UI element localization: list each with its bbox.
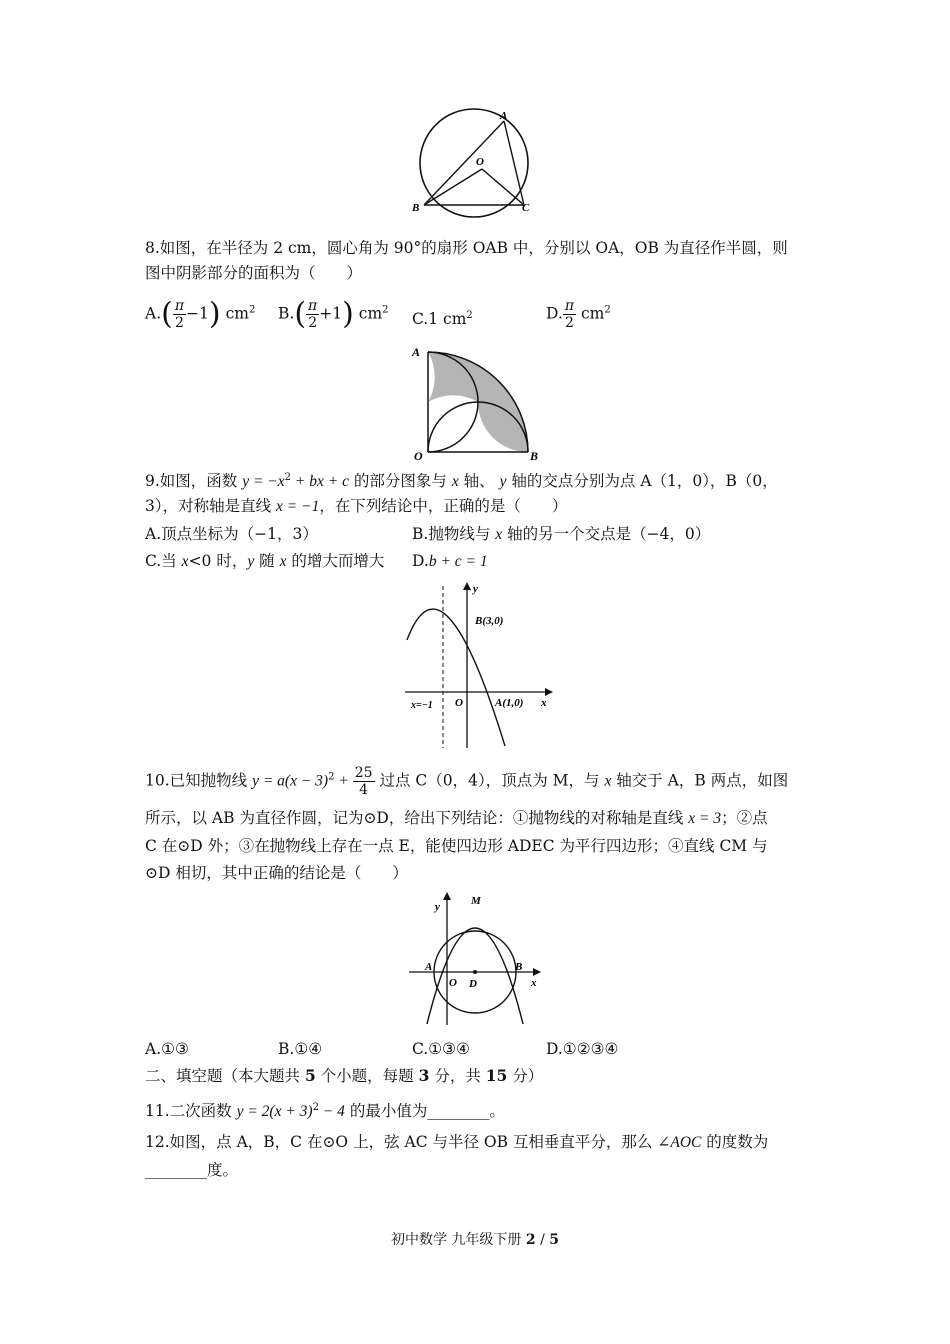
label-b-point: B(3,0) bbox=[475, 615, 504, 627]
q8-option-d-sup: 2 bbox=[604, 304, 611, 316]
section2-a: 二、填空题（本大题共 bbox=[145, 1067, 305, 1085]
q8-option-b-label: B. bbox=[278, 304, 295, 323]
q9-x: x bbox=[451, 473, 459, 491]
q8-option-a[interactable]: A.( $\frac{\pi}{2}$ −1) $cm^2$ bbox=[145, 296, 256, 332]
q9-line2 bbox=[145, 496, 567, 517]
q9-option-b-x: x bbox=[495, 526, 503, 543]
q10-math-2: (x − 3) bbox=[284, 772, 329, 790]
q10-option-c[interactable]: C.①③④ bbox=[412, 1040, 470, 1058]
q9-text-1: 9.如图，函数 bbox=[145, 472, 243, 491]
q9-option-c-c: 随 bbox=[254, 552, 280, 570]
q12-line1-a: 12.如图，点 A，B，C 在⊙O 上，弦 AC 与半径 OB 互相垂直平分，那么 bbox=[145, 1133, 658, 1151]
footer-total-pages: 5 bbox=[549, 1232, 560, 1248]
page-footer bbox=[0, 1229, 950, 1249]
label-o: O bbox=[476, 156, 484, 168]
label-a: A bbox=[412, 345, 421, 359]
q8-option-a-rest: −1 bbox=[186, 304, 209, 323]
q8-option-a-unit: cm bbox=[225, 304, 249, 323]
figure-q9-parabola bbox=[395, 578, 565, 753]
q8-option-b-num: π bbox=[308, 298, 318, 314]
q8-option-d-den: 2 bbox=[564, 315, 574, 331]
label-y: y bbox=[435, 901, 440, 913]
q8-option-b-sup: 2 bbox=[382, 304, 389, 316]
q9-option-c-x: x bbox=[181, 553, 189, 570]
q10-frac-den: 4 bbox=[359, 782, 369, 798]
q9-option-c-y: y bbox=[247, 553, 255, 570]
label-m: M bbox=[471, 895, 481, 907]
q10-x: x bbox=[604, 772, 612, 790]
q9-line1 bbox=[145, 468, 778, 492]
q9-text-4: 轴的交点分别为点 A（1，0），B（0， bbox=[506, 472, 778, 491]
circle-o bbox=[420, 109, 528, 217]
label-o: O bbox=[414, 449, 423, 462]
section2-n2: 3 bbox=[418, 1066, 430, 1085]
q8-option-a-label: A. bbox=[145, 304, 162, 323]
q11-b: 的最小值为________。 bbox=[344, 1102, 505, 1121]
q9-option-b-b: 轴的另一个交点是（−4，0） bbox=[502, 525, 711, 543]
figure-q8-sector bbox=[408, 342, 548, 462]
q9-option-d-a: D. bbox=[412, 552, 429, 570]
label-symmetry: x=−1 bbox=[411, 700, 433, 711]
q10-line4: ⊙D 相切，其中正确的结论是（ ） bbox=[145, 864, 408, 882]
q9-text-3: 轴、 bbox=[458, 472, 500, 491]
q8-option-d-num: π bbox=[564, 298, 575, 314]
chord-ab bbox=[424, 121, 504, 205]
q9-option-d[interactable] bbox=[412, 551, 488, 572]
q10-math-3: + bbox=[334, 772, 353, 790]
q9-option-a[interactable]: A.顶点坐标为（−1，3） bbox=[145, 525, 318, 543]
label-o: O bbox=[455, 697, 463, 709]
q12-line1-b: 的度数为 bbox=[701, 1133, 769, 1151]
label-y: y bbox=[473, 583, 478, 595]
label-x: x bbox=[541, 697, 547, 709]
q10-frac-num: 25 bbox=[354, 765, 373, 781]
q10-line3: C 在⊙D 外；③在抛物线上存在一点 E，能使四边形 ADEC 为平行四边形；④直线 CM 与 bbox=[145, 837, 768, 855]
q8-line2: 图中阴影部分的面积为（ ） bbox=[145, 264, 363, 282]
parabola-curve bbox=[407, 609, 505, 746]
q8-option-b-unit: cm bbox=[358, 304, 383, 323]
q9-option-c-b: <0 时， bbox=[188, 552, 248, 570]
q9-function: y = −x bbox=[242, 473, 285, 491]
label-b: B bbox=[515, 961, 523, 973]
q8-option-a-den: 2 bbox=[174, 315, 184, 331]
q12-angle: ∠AOC bbox=[657, 1134, 702, 1151]
point-d bbox=[473, 970, 477, 974]
q9-option-d-math: b + c = 1 bbox=[428, 553, 488, 570]
figure-q7-circle bbox=[410, 105, 550, 220]
q11-line bbox=[145, 1098, 505, 1122]
q9-option-c-a: C.当 bbox=[145, 552, 182, 570]
q11-math-2: (x + 3) bbox=[269, 1103, 313, 1121]
label-a: A bbox=[425, 961, 433, 973]
q10-line2-math: x = 3 bbox=[688, 810, 722, 827]
label-a: A bbox=[500, 110, 508, 122]
q8-option-c-text: C.1 cm bbox=[412, 310, 467, 329]
label-x: x bbox=[531, 977, 537, 989]
q10-line1 bbox=[145, 765, 788, 798]
q9-option-c-x2: x bbox=[279, 553, 287, 570]
q10-sup: 2 bbox=[328, 771, 335, 783]
q9-text-2: 的部分图象与 bbox=[348, 472, 452, 491]
q10-text-2: 过点 C（0，4），顶点为 M，与 bbox=[374, 771, 605, 790]
q8-option-d-label: D. bbox=[546, 304, 563, 323]
radius-oc bbox=[482, 169, 524, 205]
y-axis-arrow bbox=[443, 892, 451, 900]
label-o: O bbox=[449, 977, 457, 989]
label-b: B bbox=[530, 449, 539, 462]
section2-n3: 15 bbox=[485, 1066, 508, 1085]
chord-ac bbox=[504, 121, 524, 205]
q9-function-rest: + bx + c bbox=[291, 473, 349, 491]
figure-q10-parabola-circle bbox=[405, 890, 555, 1030]
q8-option-c[interactable] bbox=[412, 306, 473, 329]
footer-text: 初中数学 九年级下册 bbox=[390, 1232, 526, 1248]
label-b: B bbox=[412, 202, 420, 214]
q10-line2 bbox=[145, 808, 768, 829]
q12-line1 bbox=[145, 1132, 768, 1153]
section2-d: 分） bbox=[507, 1067, 544, 1085]
q8-option-c-sup: 2 bbox=[466, 310, 473, 321]
q8-line1: 8.如图，在半径为 2 cm，圆心角为 90°的扇形 OAB 中，分别以 OA，OB 为直径作半圆，则 bbox=[145, 239, 788, 257]
label-c: C bbox=[522, 202, 530, 214]
x-axis-arrow bbox=[545, 688, 553, 696]
q10-line2-b: ；②点 bbox=[721, 809, 768, 827]
q10-line2-a: 所示，以 AB 为直径作圆，记为⊙D，给出下列结论：①抛物线的对称轴是直线 bbox=[145, 809, 689, 827]
section2-c: 分，共 bbox=[429, 1067, 486, 1085]
q10-text-3: 轴交于 A，B 两点，如图 bbox=[611, 771, 789, 790]
y-axis-arrow bbox=[463, 582, 471, 590]
q8-option-a-sup: 2 bbox=[248, 304, 256, 316]
q11-math-3: − 4 bbox=[318, 1103, 345, 1121]
q9-function-sup: 2 bbox=[284, 472, 292, 483]
parabola-curve bbox=[427, 928, 523, 1024]
section2-n1: 5 bbox=[304, 1066, 316, 1085]
q9-line2-math: x = −1 bbox=[276, 498, 320, 515]
q8-option-d[interactable] bbox=[546, 298, 611, 331]
q8-option-a-num: π bbox=[174, 298, 185, 314]
q8-option-d-unit: cm bbox=[580, 304, 605, 323]
q10-option-a[interactable]: A.①③ bbox=[145, 1040, 189, 1058]
q9-line2-b: ，在下列结论中，正确的是（ ） bbox=[319, 497, 568, 515]
q9-option-b-a: B.抛物线与 bbox=[412, 525, 496, 543]
q12-line2: ________度。 bbox=[145, 1161, 239, 1179]
section-heading-fill-in bbox=[145, 1066, 543, 1086]
footer-page-number: 2 bbox=[525, 1232, 536, 1248]
label-a-point: A(1,0) bbox=[495, 697, 524, 709]
q8-option-b-rest: +1 bbox=[319, 304, 343, 323]
q9-y: y bbox=[499, 473, 507, 491]
q11-a: 11.二次函数 bbox=[145, 1102, 237, 1121]
q9-option-c-d: 的增大而增大 bbox=[286, 552, 385, 570]
label-d: D bbox=[469, 978, 477, 990]
q10-option-d[interactable]: D.①②③④ bbox=[546, 1040, 619, 1058]
q11-sup: 2 bbox=[312, 1102, 319, 1113]
q10-option-b[interactable]: B.①④ bbox=[278, 1040, 323, 1058]
x-axis-arrow bbox=[533, 968, 541, 976]
q9-line2-a: 3），对称轴是直线 bbox=[145, 497, 277, 515]
q9-option-b[interactable] bbox=[412, 524, 710, 545]
q9-option-c[interactable] bbox=[145, 551, 384, 572]
q10-math-1: y = a bbox=[252, 772, 285, 790]
q10-text-1: 10.已知抛物线 bbox=[145, 771, 253, 790]
section2-b: 个小题，每题 bbox=[315, 1067, 419, 1085]
q8-option-b[interactable]: B.( $\frac{\pi}{2}$ +1) $cm^2$ bbox=[278, 296, 389, 332]
footer-separator: / bbox=[535, 1232, 550, 1248]
q8-option-b-den: 2 bbox=[308, 315, 318, 331]
q11-math-1: y = 2 bbox=[236, 1103, 270, 1121]
